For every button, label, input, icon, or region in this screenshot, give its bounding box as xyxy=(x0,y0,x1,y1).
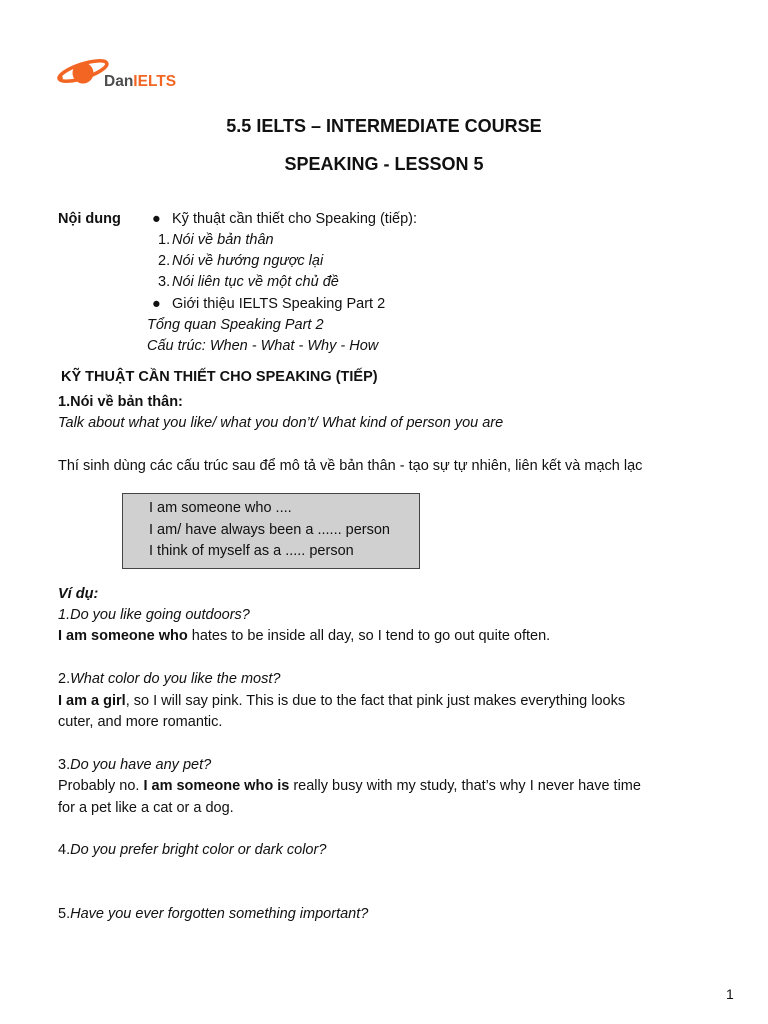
structure-line: I am/ have always been a ...... person xyxy=(149,522,390,538)
answer-2: I am a girl, so I will say pink. This is due to the fact that pink just makes everything looks xyxy=(58,693,626,709)
contents-bullet-2-text: Giới thiệu IELTS Speaking Part 2 xyxy=(172,296,386,312)
logo-name-ielts: IELTS xyxy=(133,73,177,90)
contents-subitem: 2. Nói về hướng ngược lại xyxy=(158,253,324,269)
question-5: 5.Have you ever forgotten something important? xyxy=(58,906,369,922)
contents-bullet-1 xyxy=(152,209,417,229)
answer-2-line-2: cuter, and more romantic. xyxy=(58,714,223,730)
answer-3-line-2: for a pet like a cat or a dog. xyxy=(58,800,234,816)
contents-note-2: Cấu trúc: When - What - Why - How xyxy=(147,338,379,354)
contents-subitem: 1. Nói về bản thân xyxy=(158,232,274,248)
section-heading: KỸ THUẬT CẦN THIẾT CHO SPEAKING (TIẾP) xyxy=(61,369,378,385)
contents-label: Nội dung xyxy=(58,211,121,227)
section-description: Thí sinh dùng các cấu trúc sau để mô tả về bản thân - tạo sự tự nhiên, liên kết và mạch lạc xyxy=(58,458,643,474)
structure-line: I think of myself as a ..... person xyxy=(149,543,354,559)
examples-label: Ví dụ: xyxy=(58,586,99,602)
course-title: 5.5 IELTS – INTERMEDIATE COURSE xyxy=(226,116,542,136)
planet-icon xyxy=(55,55,111,95)
section-subheading: 1.Nói về bản thân: xyxy=(58,394,183,410)
contents-bullet-1-text: Kỹ thuật cần thiết cho Speaking (tiếp): xyxy=(172,211,418,227)
page-number: 1 xyxy=(726,986,734,1002)
structures-box xyxy=(122,493,420,569)
contents-note-1: Tổng quan Speaking Part 2 xyxy=(147,317,324,333)
section-intro: Talk about what you like/ what you don’t/ What kind of person you are xyxy=(58,415,504,431)
answer-3: Probably no. I am someone who is really busy with my study, that’s why I never have time xyxy=(58,778,641,794)
bullet-icon: ● xyxy=(152,211,161,227)
logo-name-dan: Dan xyxy=(104,73,134,90)
question-1: 1.Do you like going outdoors? xyxy=(58,607,250,623)
structure-line: I am someone who .... xyxy=(149,500,292,516)
question-3: 3.Do you have any pet? xyxy=(58,757,212,773)
question-4: 4.Do you prefer bright color or dark color? xyxy=(58,842,327,858)
bullet-icon: ● xyxy=(152,296,161,312)
lesson-title: SPEAKING - LESSON 5 xyxy=(284,154,484,174)
answer-1: I am someone who hates to be inside all day, so I tend to go out quite often. xyxy=(58,628,551,644)
logo xyxy=(55,55,185,95)
contents-subitem: 3. Nói liên tục về một chủ đề xyxy=(158,274,339,290)
contents-bullet-2 xyxy=(152,294,385,314)
question-2: 2.What color do you like the most? xyxy=(58,671,281,687)
logo-text xyxy=(104,73,176,91)
